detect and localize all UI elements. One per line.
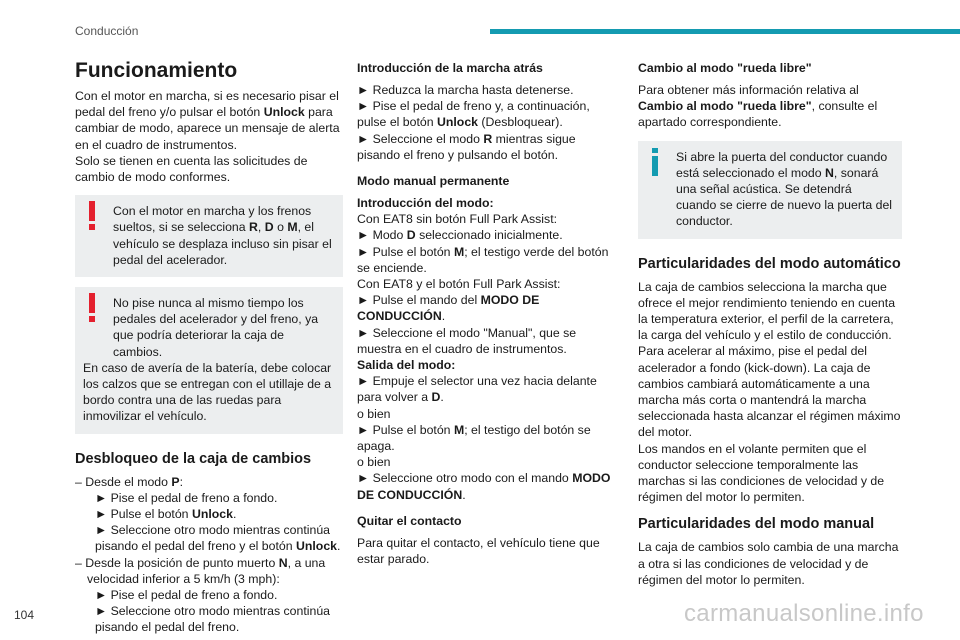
list-item: Con EAT8 sin botón Full Park Assist: (357, 212, 558, 227)
intro-mode-label: Introducción del modo: (357, 196, 494, 211)
freewheel-section-title: Cambio al modo "rueda libre" (638, 61, 812, 75)
list-item: ► Pulse el mando del MODO DE CONDUCCIÓN. (357, 293, 540, 324)
header-section: Conducción (75, 24, 139, 38)
exit-mode-label: Salida del modo: (357, 358, 456, 373)
column-3 (638, 60, 902, 588)
column-2 (357, 60, 619, 567)
list-item: ► Seleccione otro modo con el mando MODO DE CONDUCCIÓN. (357, 471, 611, 502)
manual-mode-section-title: Particularidades del modo manual (638, 516, 875, 533)
list-item: ► Seleccione otro modo mientras continúa pisando el pedal del freno y el botón Unlock. (95, 523, 341, 554)
manual-mode-paragraph: La caja de cambios solo cambia de una marcha a otra si las condiciones de velocidad y de régimen del motor lo permiten. (638, 540, 899, 587)
intro-paragraph-2: Solo se tienen en cuenta las solicitudes de cambio de modo conformes. (75, 153, 308, 185)
warning-note-1: Con el motor en marcha y los frenos sueltos, si se selecciona R, D o M, el vehículo se desplaza incluso sin pisar el pedal del acelerador. (75, 195, 343, 277)
intro-paragraph: Con el motor en marcha, si es necesario pisar el pedal del freno y/o pulsar el botón Unlock para cambiar de modo, aparece un mensaje de alerta en el cuadro de instrumentos. (75, 89, 340, 152)
auto-paragraph-2: Para acelerar al máximo, pise el pedal del acelerador a fondo (kick-down). La caja de cambios cambiará automáticamente a una marcha más corta o mantendrá la marcha seleccionada hasta alcanzar el régimen máximo del motor. (638, 344, 901, 440)
list-item: o bien (357, 455, 391, 470)
list-item: ► Pulse el botón M; el testigo del botón se apaga. (357, 422, 591, 454)
column-1 (75, 54, 343, 636)
manual-section-title: Modo manual permanente (357, 174, 510, 189)
list-item: ► Seleccione otro modo mientras continúa pisando el pedal del freno. (95, 604, 331, 635)
ignition-section-title: Quitar el contacto (357, 513, 462, 528)
watermark: carmanualsonline.info (684, 600, 924, 627)
list-item: ► Seleccione el modo R mientras sigue pisando el freno y pulsando el botón. (357, 131, 576, 162)
list-item: ► Pulse el botón M; el testigo verde del botón se enciende. (357, 244, 609, 275)
list-item: Con EAT8 y el botón Full Park Assist: (357, 277, 561, 292)
page-number: 104 (14, 608, 35, 622)
list-item: ► Pulse el botón Unlock. (95, 507, 237, 522)
list-item: ► Seleccione el modo "Manual", que se muestra en el cuadro de instrumentos. (357, 325, 577, 356)
freewheel-paragraph: Para obtener más información relativa al Cambio al modo "rueda libre", consulte el apartado correspondiente. (638, 83, 878, 130)
reverse-section-title: Introducción de la marcha atrás (357, 61, 543, 75)
warning-note-2: No pise nunca al mismo tiempo los pedales del acelerador y del freno, ya que podría deteriorar la caja de cambios. En caso de avería de la batería, debe colocar los calzos que se entregan con el utillaje de a bordo contra una de las ruedas para inmovilizar el vehículo. (75, 287, 343, 434)
list-item: – Desde la posición de punto muerto N, a una velocidad inferior a 5 km/h (3 mph): (75, 555, 326, 586)
list-item: ► Modo D seleccionado inicialmente. (357, 228, 563, 243)
list-item: ► Reduzca la marcha hasta detenerse. (357, 83, 574, 97)
auto-section-title: Particularidades del modo automático (638, 255, 901, 272)
list-item: ► Pise el pedal de freno y, a continuación, pulse el botón Unlock (Desbloquear). (357, 99, 590, 130)
auto-paragraph-3: Los mandos en el volante permiten que el conductor seleccione temporalmente las marchas si las condiciones de velocidad y de régimen del motor lo permiten. (638, 441, 885, 505)
list-item: – Desde el modo P: (75, 474, 184, 489)
list-item: ► Pise el pedal de freno a fondo. (95, 588, 278, 603)
auto-paragraph-1: La caja de cambios selecciona la marcha que ofrece el mejor rendimiento teniendo en cuenta la temperatura exterior, el perfil de la carretera, la carga del vehículo y el estilo de conducción. (638, 279, 896, 343)
unlock-section-title: Desbloqueo de la caja de cambios (75, 450, 312, 467)
info-icon (650, 148, 660, 178)
info-note: Si abre la puerta del conductor cuando está seleccionado el modo N, sonará una señal acústica. Se detendrá cuando se cierre de nuevo la puerta del conductor. (638, 141, 902, 239)
exclamation-icon (87, 293, 97, 323)
list-item: ► Pise el pedal de freno a fondo. (95, 490, 278, 505)
exclamation-icon (87, 201, 97, 231)
ignition-paragraph: Para quitar el contacto, el vehículo tiene que estar parado. (357, 535, 600, 567)
page-title: Funcionamiento (75, 59, 238, 82)
list-item: ► Empuje el selector una vez hacia delante para volver a D. (357, 374, 597, 405)
header-accent-bar (490, 29, 960, 34)
list-item: o bien (357, 406, 391, 421)
